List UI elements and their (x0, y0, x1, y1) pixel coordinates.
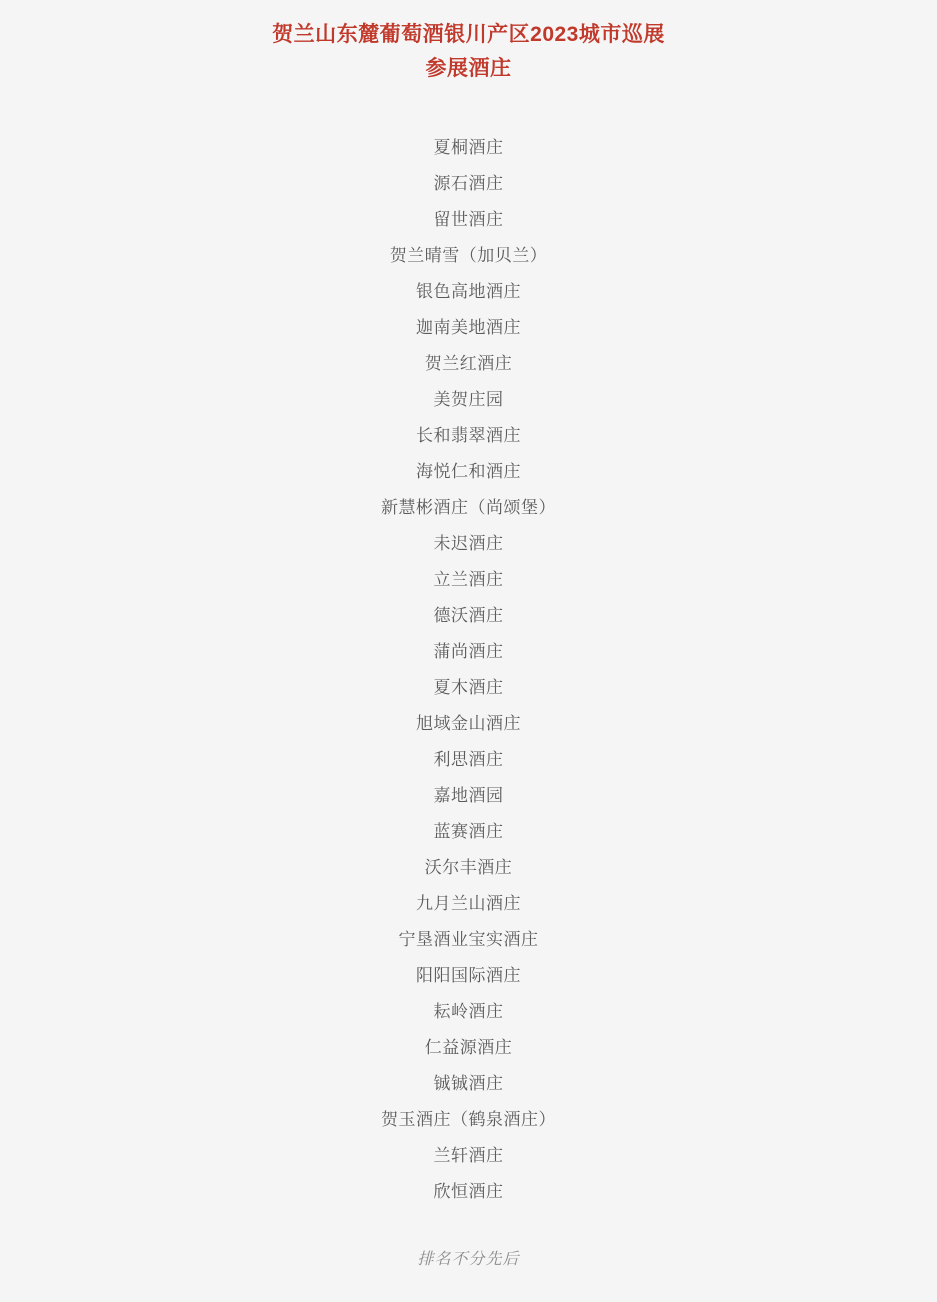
list-item: 铖铖酒庄 (433, 1074, 504, 1093)
list-item: 立兰酒庄 (433, 570, 504, 589)
list-item: 新慧彬酒庄（尚颂堡） (381, 498, 556, 517)
list-item: 贺兰红酒庄 (424, 354, 513, 373)
list-item: 美贺庄园 (433, 390, 504, 409)
footnote: 排名不分先后 (417, 1251, 520, 1268)
list-item: 仁益源酒庄 (424, 1038, 513, 1057)
list-item: 耘岭酒庄 (433, 1002, 504, 1021)
list-item: 宁垦酒业宝实酒庄 (398, 930, 539, 949)
list-item: 夏桐酒庄 (433, 138, 504, 157)
list-item: 九月兰山酒庄 (416, 894, 521, 913)
list-item: 沃尔丰酒庄 (424, 858, 513, 877)
list-item: 利思酒庄 (433, 750, 504, 769)
list-item: 贺兰晴雪（加贝兰） (389, 246, 548, 265)
list-item: 夏木酒庄 (433, 678, 504, 697)
title-line-2: 参展酒庄 (425, 57, 512, 80)
list-item: 迦南美地酒庄 (416, 318, 521, 337)
list-item: 留世酒庄 (433, 210, 504, 229)
title-line-1: 贺兰山东麓葡萄酒银川产区2023城市巡展 (272, 23, 665, 46)
list-item: 贺玉酒庄（鹤泉酒庄） (381, 1110, 556, 1129)
list-item: 蓝赛酒庄 (433, 822, 504, 841)
list-item: 欣恒酒庄 (433, 1182, 504, 1201)
list-item: 德沃酒庄 (433, 606, 504, 625)
list-item: 旭域金山酒庄 (416, 714, 521, 733)
list-item: 长和翡翠酒庄 (416, 426, 521, 445)
winery-list (0, 130, 937, 1210)
list-item: 未迟酒庄 (433, 534, 504, 553)
list-item: 银色高地酒庄 (416, 282, 521, 301)
list-item: 源石酒庄 (433, 174, 504, 193)
page-title (0, 18, 937, 86)
list-item: 海悦仁和酒庄 (416, 462, 521, 481)
list-item: 嘉地酒园 (433, 786, 504, 805)
list-item: 阳阳国际酒庄 (416, 966, 521, 985)
list-item: 蒲尚酒庄 (433, 642, 504, 661)
list-item: 兰轩酒庄 (433, 1146, 504, 1165)
